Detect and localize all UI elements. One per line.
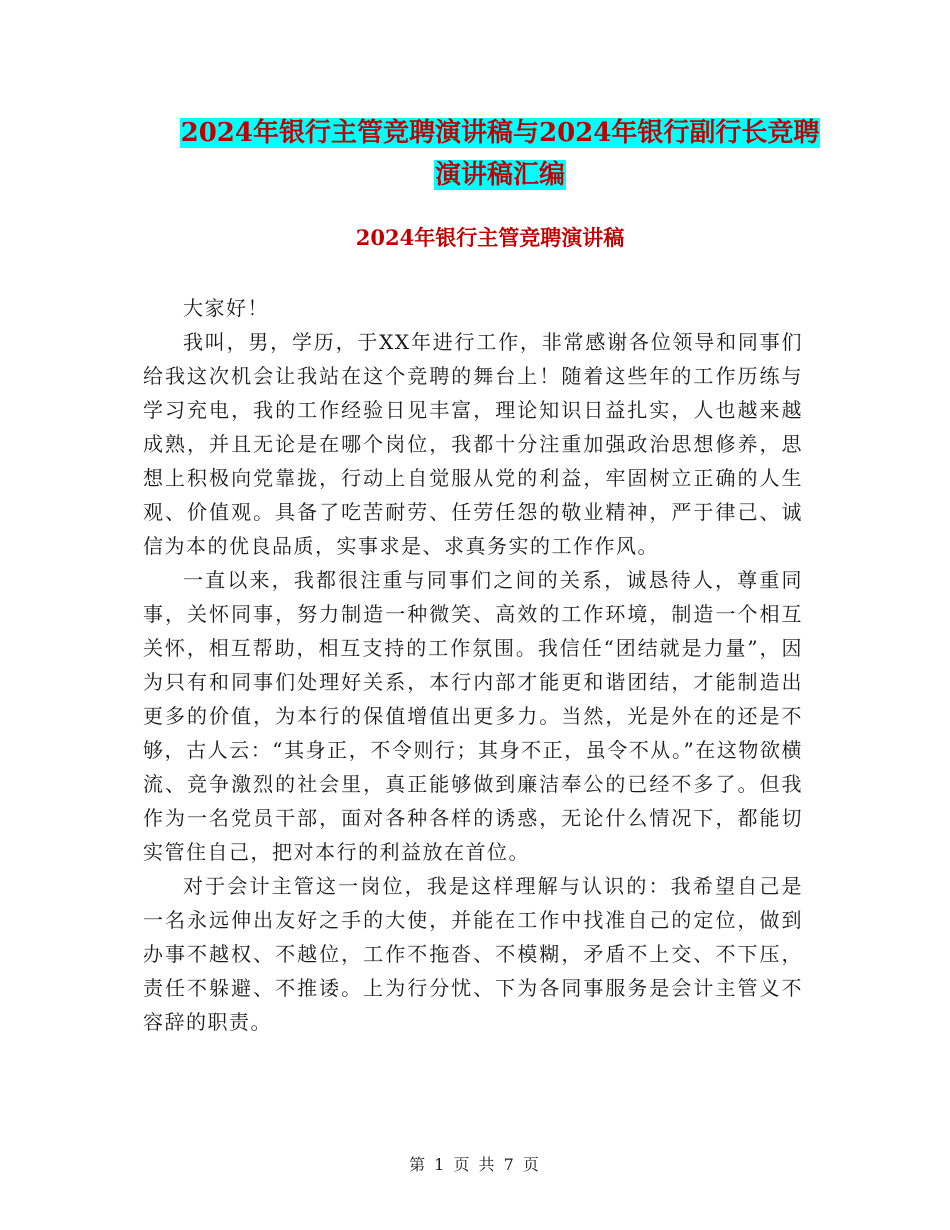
title-highlight-1: 2024年银行主管竞聘演讲稿与2024年银行副行长竞聘: [180, 118, 820, 148]
document-title-line-2: [140, 154, 860, 196]
paragraph-role-understanding: 对于会计主管这一岗位，我是这样理解与认识的：我希望自己是一名永远伸出友好之手的大使，并能在工作中找准自己的定位，做到办事不越权、不越位，工作不拖沓、不模糊，矛盾不上交、不下压，责任不躲避、不推诿。上为行分忧、下为各同事服务是会计主管义不容辞的职责。: [143, 874, 803, 1034]
document-title-line-1: [140, 112, 860, 154]
section-title: 2024年银行主管竞聘演讲稿: [355, 225, 625, 250]
page-footer: 第 1 页 共 7 页: [409, 1155, 541, 1174]
paragraph-introduction: 我叫，男，学历，于XX年进行工作，非常感谢各位领导和同事们给我这次机会让我站在这个竞聘的舞台上！随着这些年的工作历练与学习充电，我的工作经验日见丰富，理论知识日益扎实，人也越来越成熟，并且无论是在哪个岗位，我都十分注重加强政治思想修养，思想上积极向党靠拢，行动上自觉服从党的利益，牢固树立正确的人生观、价值观。具备了吃苦耐劳、任劳任怨的敬业精神，严于律己、诚信为本的优良品质，实事求是、求真务实的工作作风。: [143, 330, 803, 558]
title-highlight-2: 演讲稿汇编: [434, 160, 565, 190]
document-body: [143, 291, 803, 1039]
paragraph-greeting: 大家好！: [183, 296, 269, 320]
paragraph-relationships: 一直以来，我都很注重与同事们之间的关系，诚恳待人，尊重同事，关怀同事，努力制造一种微笑、高效的工作环境，制造一个相互关怀，相互帮助，相互支持的工作氛围。我信任“团结就是力量”，因为只有和同事们处理好关系，本行内部才能更和谐团结，才能制造出更多的价值，为本行的保值增值出更多力。当然，光是外在的还是不够，古人云：“其身正，不令则行；其身不正，虽令不从。”在这物欲横流、竞争激烈的社会里，真正能够做到廉洁奉公的已经不多了。但我作为一名党员干部，面对各种各样的诱惑，无论什么情况下，都能切实管住自己，把对本行的利益放在首位。: [143, 568, 803, 864]
